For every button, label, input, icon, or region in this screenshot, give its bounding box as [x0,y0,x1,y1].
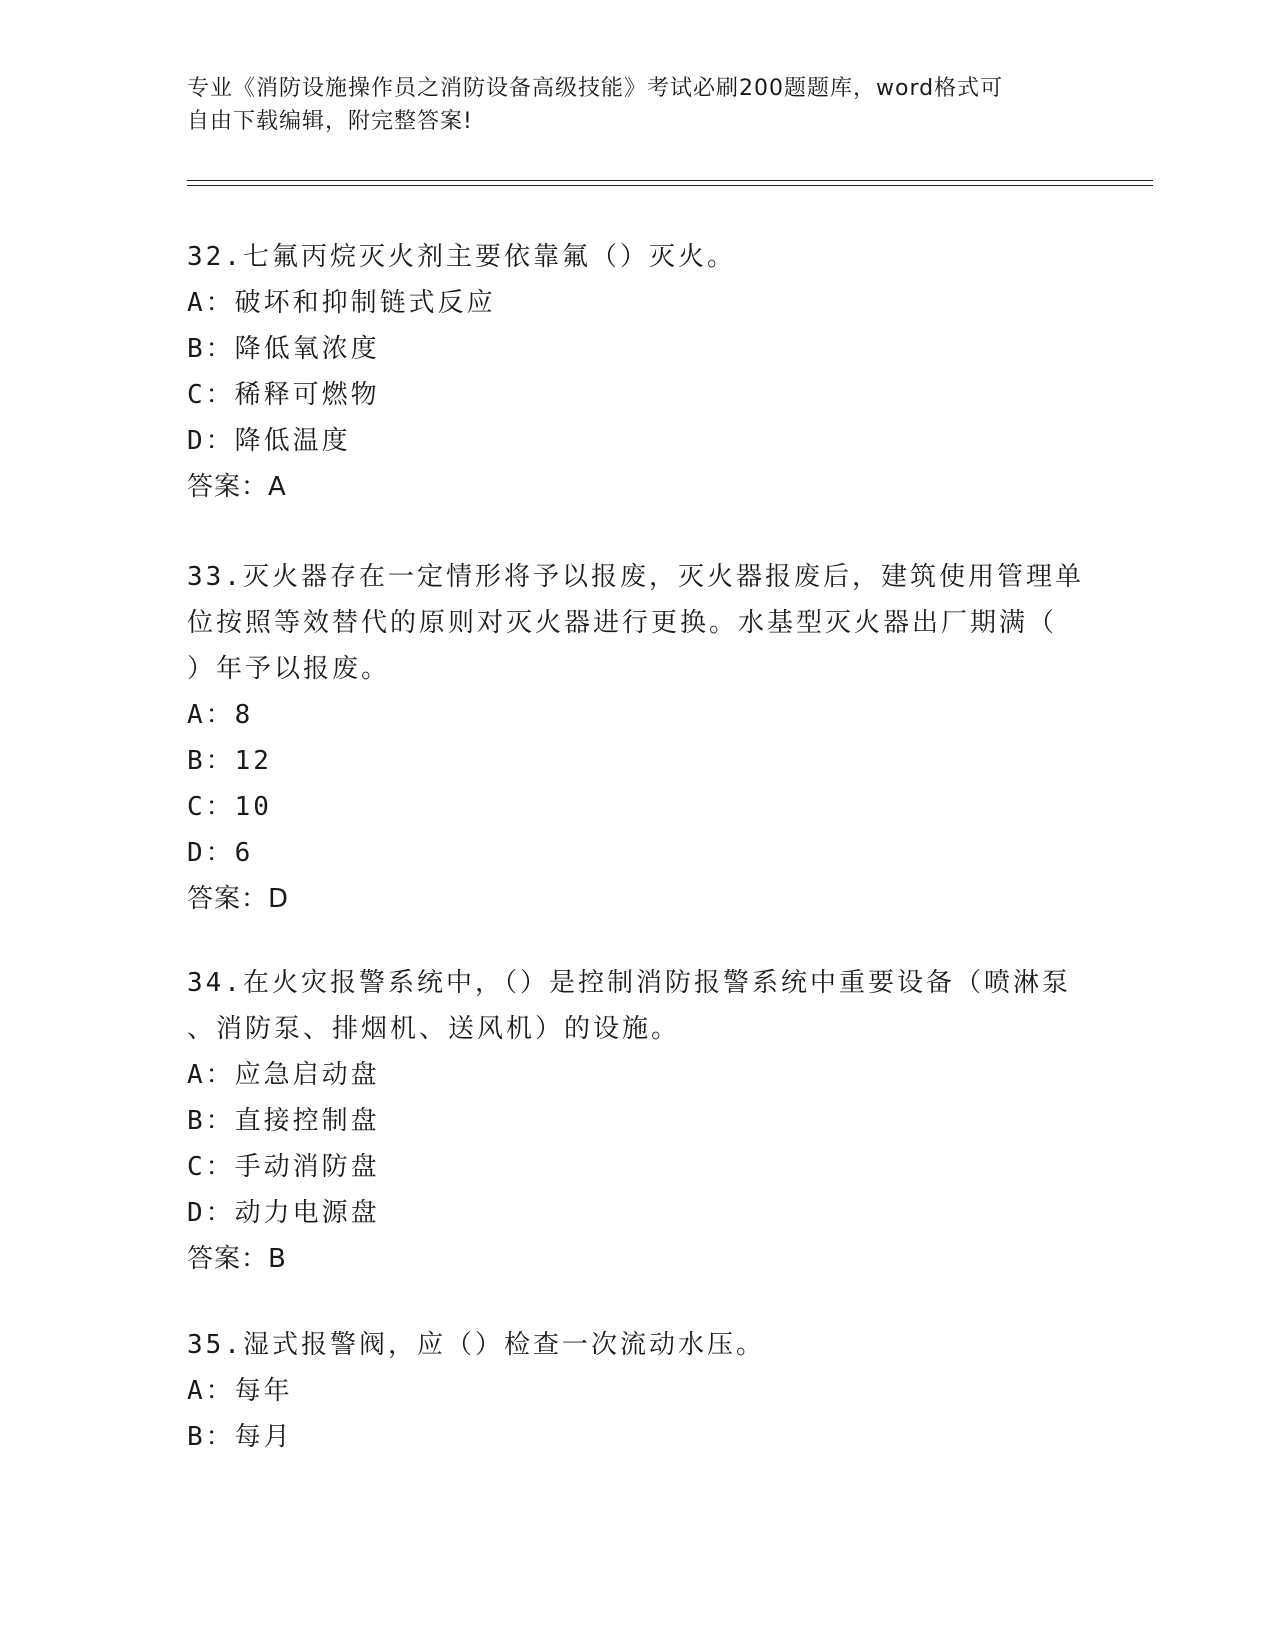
option-d: D：降低温度 [187,426,351,456]
header-divider-bottom [187,185,1153,186]
header-line-1: 专业《消防设施操作员之消防设备高级技能》考试必刷200题题库，word格式可 [187,76,1004,101]
option-b: B：降低氧浓度 [187,334,380,364]
option-a: A：每年 [187,1376,293,1406]
option-d: D：动力电源盘 [187,1198,380,1228]
question-stem-line-1: 33.灭火器存在一定情形将予以报废，灭火器报废后，建筑使用管理单 [187,562,1084,592]
question-stem-line-2: 、消防泵、排烟机、送风机）的设施。 [187,1014,681,1044]
question-stem-line-3: ）年予以报废。 [187,654,391,684]
header-divider-top [187,180,1153,181]
option-d: D：6 [187,838,254,868]
option-b: B：每月 [187,1422,293,1452]
document-header [187,72,1067,138]
question-33 [187,554,1087,922]
option-b: B：直接控制盘 [187,1106,380,1136]
answer: 答案：A [187,472,287,502]
header-line-2: 自由下载编辑，附完整答案! [187,109,473,134]
question-32 [187,234,1087,510]
answer: 答案：B [187,1244,287,1274]
option-c: C：10 [187,792,272,822]
question-35 [187,1322,1087,1460]
question-34 [187,960,1087,1282]
option-c: C：手动消防盘 [187,1152,380,1182]
option-a: A：8 [187,700,254,730]
option-c: C：稀释可燃物 [187,380,380,410]
question-stem: 32.七氟丙烷灭火剂主要依靠氟（）灭火。 [187,242,736,272]
option-a: A：应急启动盘 [187,1060,380,1090]
option-a: A：破坏和抑制链式反应 [187,288,496,318]
answer: 答案：D [187,884,290,914]
question-stem-line-2: 位按照等效替代的原则对灭火器进行更换。水基型灭火器出厂期满（ [187,608,1058,638]
question-stem-line-1: 34.在火灾报警系统中，（）是控制消防报警系统中重要设备（喷淋泵 [187,968,1071,998]
question-stem: 35.湿式报警阀，应（）检查一次流动水压。 [187,1330,765,1360]
option-b: B：12 [187,746,272,776]
